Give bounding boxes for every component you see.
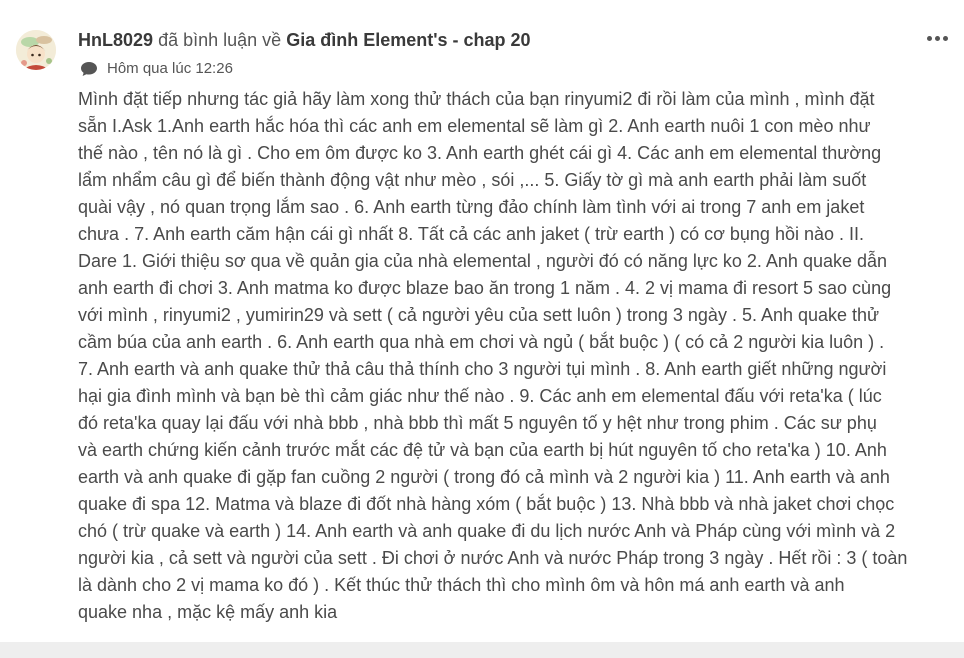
comment-line: 7. Anh earth và anh quake thử thả câu thả thính cho 3 người tụi mình . 8. Anh earth giết những người [78, 359, 887, 379]
comment-time: Hôm qua lúc 12:26 [107, 60, 233, 77]
menu-dot [943, 36, 948, 41]
comment-line: earth và anh quake đi gặp fan cuồng 2 người ( trong đó cả mình và 2 người kia ) 11. Anh earth và anh [78, 467, 890, 487]
menu-dot [935, 36, 940, 41]
action-text: đã bình luận về [158, 30, 282, 50]
comment-line: chưa . 7. Anh earth căm hận cái gì nhất 8. Tất cả các anh jaket ( trừ earth ) có cơ bụng hồi nào . II. [78, 224, 865, 244]
comment-line: chó ( trừ quake và earth ) 14. Anh earth và anh quake đi du lịch nước Anh và Pháp cùng với mình và 2 [78, 521, 896, 541]
comment-header [78, 30, 531, 51]
username-link[interactable]: HnL8029 [78, 30, 154, 50]
comment-line: hại gia đình mình và bạn bè thì cảm giác như thế nào . 9. Các anh em elemental đấu với reta'ka ( lúc [78, 386, 882, 406]
comment-line: Mình đặt tiếp nhưng tác giả hãy làm xong thử thách của bạn rinyumi2 đi rồi làm của mình , mình đặt [78, 89, 875, 109]
comment-line: quake nha , mặc kệ mấy anh kia [78, 602, 338, 622]
comment-line: anh earth đi chơi 3. Anh matma ko được blaze bao ăn trong 1 năm . 4. 2 vị mama đi resort 5 sao cùng [78, 278, 892, 298]
comment-line: quake đi spa 12. Matma và blaze đi đốt nhà hàng xóm ( bắt buộc ) 13. Nhà bbb và nhà jaket chơi chọc [78, 494, 895, 514]
comment-line: quài vậy , nó quan trọng lắm sao . 6. Anh earth từng đảo chính làm tình với ai trong 7 anh em jaket [78, 197, 865, 217]
comment-line: với mình , rinyumi2 , yumirin29 và sett ( cả người yêu của sett luôn ) trong 3 ngày . 5. Anh quake thử [78, 305, 880, 325]
comment-line: và earth chứng kiến cảnh trước mắt các đệ tử và bạn của earth bị hút nguyên tố cho reta'ka ) 10. Anh [78, 440, 887, 460]
more-options-icon[interactable] [927, 36, 948, 41]
comment-line: thế nào , tên nó là gì . Cho em ôm được ko 3. Anh earth ghét cái gì 4. Các anh em elemental thường [78, 143, 882, 163]
comment-line: đó reta'ka quay lại đấu với nhà bbb , nhà bbb thì mất 5 nguyên tố y hệt như trong phim . Các sư phụ [78, 413, 877, 433]
comment-line: lẩm nhẩm câu gì để biến thành động vật như mèo , sói ,... 5. Giấy tờ gì mà anh earth phải làm suốt [78, 170, 867, 190]
comment-line: sẵn I.Ask 1.Anh earth hắc hóa thì các anh em elemental sẽ làm gì 2. Anh earth nuôi 1 con mèo như [78, 116, 871, 136]
user-avatar[interactable] [16, 30, 56, 70]
comment-body [78, 86, 946, 626]
timestamp-row [80, 60, 233, 77]
comment-line: cầm búa của anh earth . 6. Anh earth qua nhà em chơi và ngủ ( bắt buộc ) ( có cả 2 người kia luôn ) . [78, 332, 885, 352]
comment-line: người kia , cả sett và người của sett . Đi chơi ở nước Anh và nước Pháp trong 3 ngày . Hết rồi : 3 ( toàn [78, 548, 908, 568]
comment-line: là dành cho 2 vị mama ko đó ) . Kết thúc thử thách thì cho mình ôm và hôn má anh earth và anh [78, 575, 845, 595]
speech-bubble-icon [80, 61, 98, 77]
comment-line: Dare 1. Giới thiệu sơ qua về quản gia của nhà elemental , người đó có năng lực ko 2. Anh quake dẫn [78, 251, 888, 271]
avatar-image [16, 30, 56, 70]
menu-dot [927, 36, 932, 41]
story-title-link[interactable]: Gia đình Element's - chap 20 [286, 30, 531, 50]
